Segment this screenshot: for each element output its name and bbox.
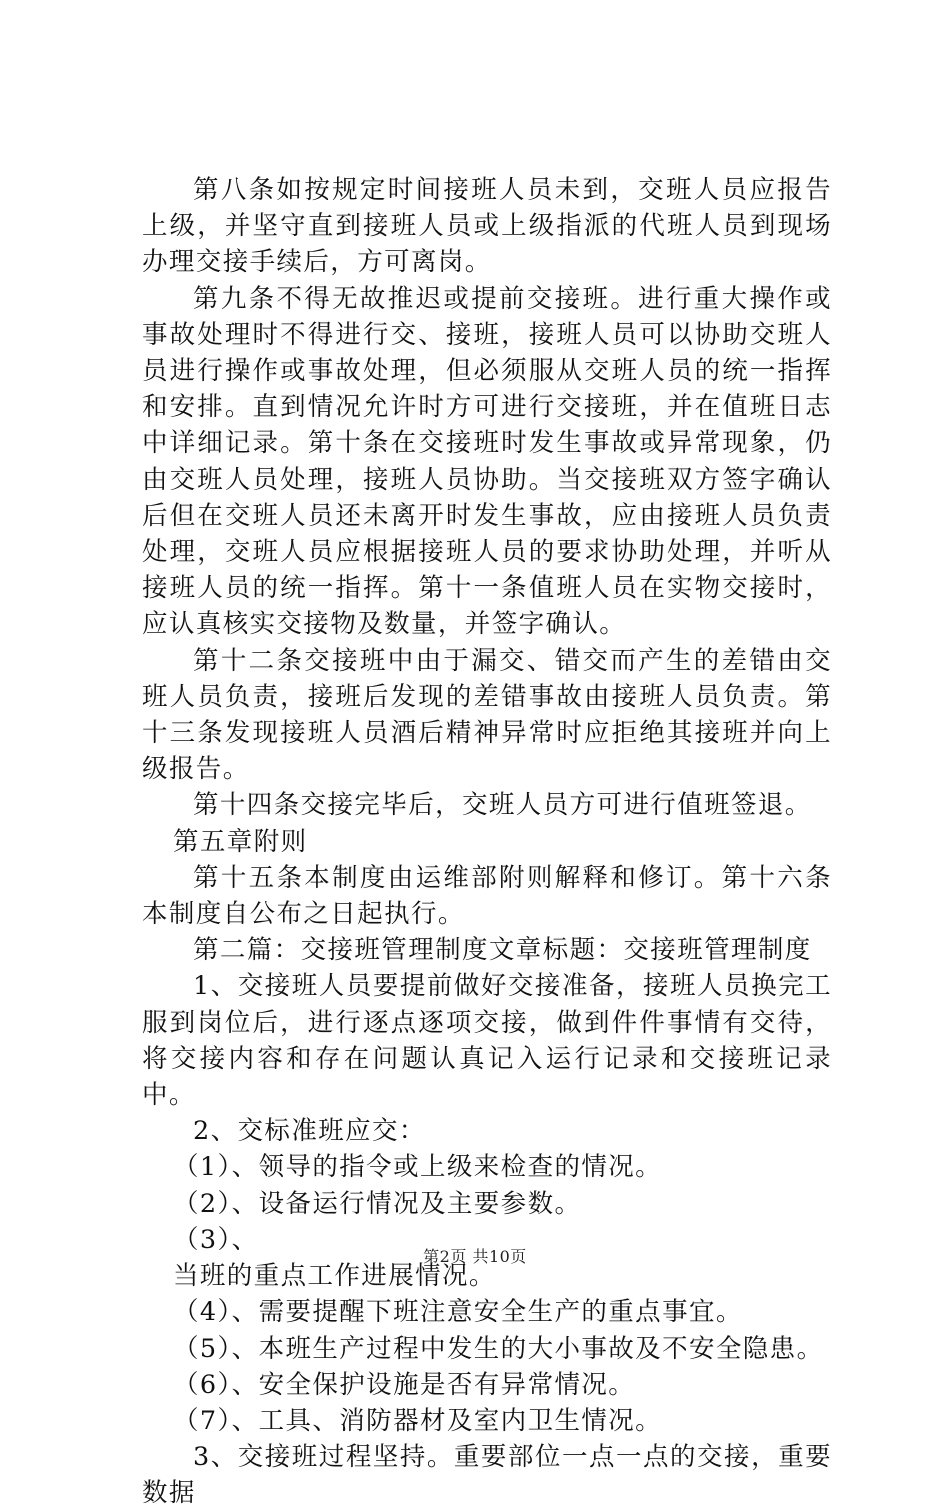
page-number: 第2页 共10页 — [423, 1247, 527, 1266]
list-item-1: 1、交接班人员要提前做好交接准备，接班人员换完工服到岗位后，进行逐点逐项交接，做到件件事情有交待，将交接内容和存在问题认真记入运行记录和交接班记录中。 — [142, 971, 832, 1111]
paragraph-article-12-13: 第十二条交接班中由于漏交、错交而产生的差错由交班人员负责，接班后发现的差错事故由接班人员负责。第十三条发现接班人员酒后精神异常时应拒绝其接班并向上级报告。 — [142, 645, 832, 785]
sub-item-3-continued: 当班的重点工作进展情况。 — [173, 1261, 496, 1292]
chapter-heading: 第五章附则 — [173, 826, 308, 857]
paragraph-article-14: 第十四条交接完毕后，交班人员方可进行值班签退。 — [193, 790, 812, 821]
sub-item-5: （5）、本班生产过程中发生的大小事故及不安全隐患。 — [173, 1333, 824, 1364]
sub-item-4: （4）、需要提醒下班注意安全生产的重点事宜。 — [173, 1297, 743, 1328]
sub-item-6: （6）、安全保护设施是否有异常情况。 — [173, 1369, 636, 1400]
paragraph-article-8: 第八条如按规定时间接班人员未到，交班人员应报告上级，并坚守直到接班人员或上级指派的代班人员到现场办理交接手续后，方可离岗。 — [142, 175, 832, 278]
sub-item-7: （7）、工具、消防器材及室内卫生情况。 — [173, 1405, 663, 1436]
list-item-3: 3、交接班过程坚持。重要部位一点一点的交接，重要数据 — [142, 1442, 832, 1509]
sub-item-1: （1）、领导的指令或上级来检查的情况。 — [173, 1152, 663, 1183]
sub-item-3: （3）、 — [173, 1224, 259, 1255]
part-2-title: 第二篇：交接班管理制度文章标题：交接班管理制度 — [193, 935, 812, 966]
paragraph-article-9-11: 第九条不得无故推迟或提前交接班。进行重大操作或事故处理时不得进行交、接班，接班人员可以协助交班人员进行操作或事故处理，但必须服从交班人员的统一指挥和安排。直到情况允许时方可进行交接班，并在值班日志中详细记录。第十条在交接班时发生事故或异常现象，仍由交班人员处理，接班人员协助。当交接班双方签字确认后但在交班人员还未离开时发生事故，应由接班人员负责处理，交班人员应根据接班人员的要求协助处理，并听从接班人员的统一指挥。第十一条值班人员在实物交接时，应认真核实交接物及数量，并签字确认。 — [142, 283, 832, 640]
list-item-2: 2、交标准班应交： — [193, 1116, 426, 1147]
document-body — [142, 172, 832, 1512]
sub-item-2: （2）、设备运行情况及主要参数。 — [173, 1188, 582, 1219]
paragraph-article-15-16: 第十五条本制度由运维部附则解释和修订。第十六条本制度自公布之日起执行。 — [142, 862, 832, 930]
